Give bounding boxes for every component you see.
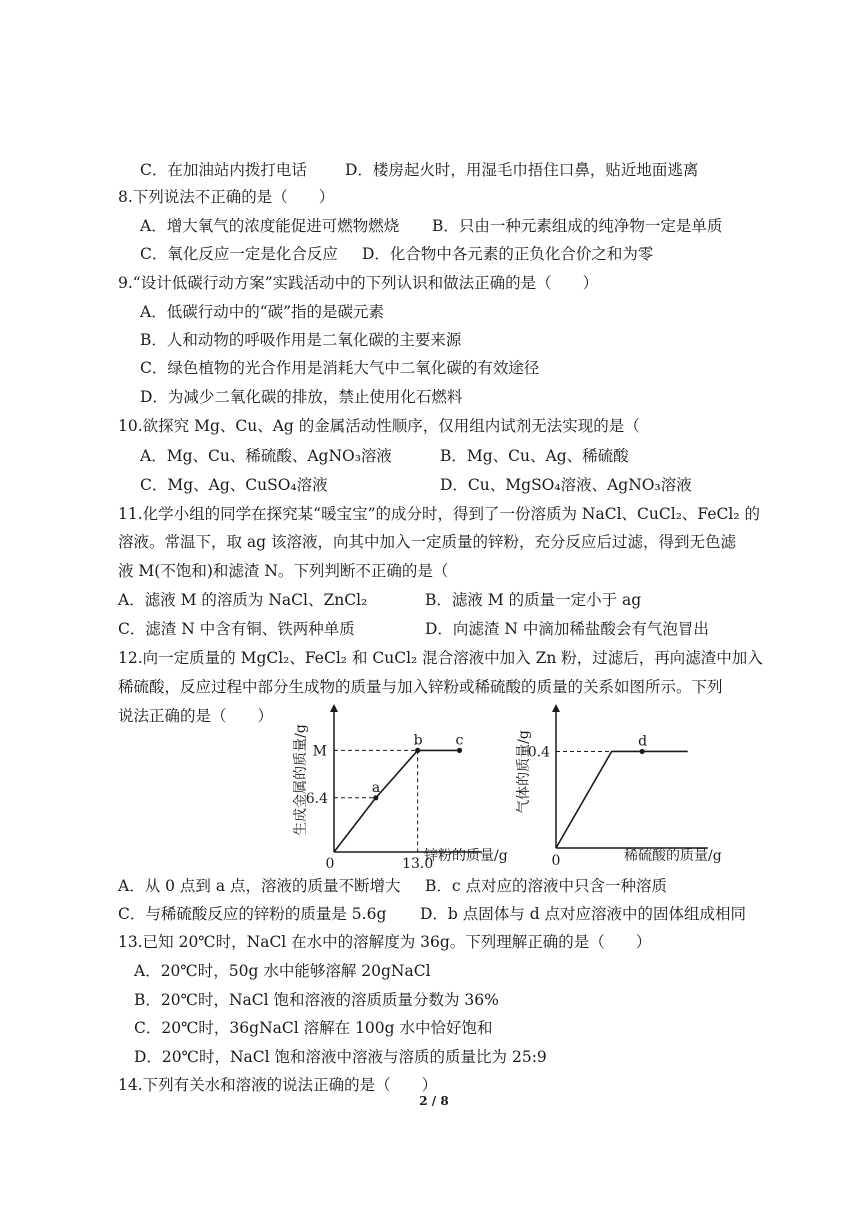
q14-stem: 14.下列有关水和溶液的说法正确的是（ ） (118, 1076, 438, 1094)
acid-chart (508, 700, 738, 870)
q11-option-c: C．滤渣 N 中含有铜、铁两种单质 (118, 620, 355, 638)
q8-stem: 8.下列说法不正确的是（ ） (118, 188, 335, 206)
q13-option-d: D．20℃时，NaCl 饱和溶液中溶液与溶质的质量比为 25:9 (134, 1048, 547, 1066)
q11-line-1: 11.化学小组的同学在探究某“暖宝宝”的成分时，得到了一份溶质为 NaCl、CuCl₂、FeCl₂ 的 (118, 505, 760, 523)
q13-option-a: A．20℃时，50g 水中能够溶解 20gNaCl (134, 962, 431, 980)
zinc-point-a (373, 795, 378, 800)
page-number: 2 / 8 (419, 1094, 449, 1108)
q10-option-b: B．Mg、Cu、Ag、稀硫酸 (440, 447, 629, 465)
zinc-chart-origin: 0 (325, 856, 335, 870)
q11-option-b: B．滤液 M 的质量一定小于 ag (425, 591, 642, 609)
q13-option-b: B．20℃时，NaCl 饱和溶液的溶质质量分数为 36% (134, 991, 499, 1009)
q7-option-c: C．在加油站内拨打电话 (140, 161, 307, 179)
q9-option-d: D．为减少二氧化碳的排放，禁止使用化石燃料 (140, 388, 463, 406)
q11-line-3: 液 M(不饱和)和滤渣 N。下列判断不正确的是（ (118, 562, 449, 580)
zinc-ytick-m: M (312, 743, 327, 760)
q8-option-a: A．增大氧气的浓度能促进可燃物燃烧 (140, 217, 400, 235)
zinc-chart (282, 700, 522, 870)
zinc-chart-axes (330, 704, 482, 852)
q9-option-a: A．低碳行动中的“碳”指的是碳元素 (140, 303, 385, 321)
acid-point-d (640, 749, 645, 754)
zinc-chart-ylabel: 生成金属的质量/g (293, 724, 309, 836)
q9-option-b: B．人和动物的呼吸作用是二氧化碳的主要来源 (140, 331, 462, 349)
q13-option-c: C．20℃时，36gNaCl 溶解在 100g 水中恰好饱和 (134, 1019, 493, 1037)
q12-option-b: B．c 点对应的溶液中只含一种溶质 (425, 877, 667, 895)
q7-option-d: D．楼房起火时，用湿毛巾捂住口鼻，贴近地面逃离 (345, 161, 699, 179)
acid-series-line (556, 751, 688, 848)
zinc-ytick-6-4: 6.4 (305, 790, 328, 807)
q9-stem: 9.“设计低碳行动方案”实践活动中的下列认识和做法正确的是（ ） (118, 274, 599, 292)
q11-line-2: 溶液。常温下，取 ag 该溶液，向其中加入一定质量的锌粉，充分反应后过滤，得到无色滤 (118, 533, 737, 551)
q8-option-d: D．化合物中各元素的正负化合价之和为零 (362, 245, 654, 263)
q12-line-1: 12.向一定质量的 MgCl₂、FeCl₂ 和 CuCl₂ 混合溶液中加入 Zn 粉，过滤后，再向滤渣中加入 (118, 649, 763, 667)
q8-option-b: B．只由一种元素组成的纯净物一定是单质 (432, 217, 723, 235)
zinc-point-c (457, 748, 462, 753)
q12-option-c: C．与稀硫酸反应的锌粉的质量是 5.6g (118, 905, 387, 923)
zinc-xtick-13: 13.0 (402, 856, 434, 870)
zinc-point-b (415, 748, 420, 753)
acid-chart-xlabel: 稀硫酸的质量/g (624, 848, 722, 864)
q13-stem: 13.已知 20℃时，NaCl 在水中的溶解度为 36g。下列理解正确的是（ ） (118, 933, 652, 951)
zinc-point-label-a: a (371, 779, 381, 796)
acid-ytick-0-4: 0.4 (527, 744, 550, 761)
acid-chart-axes (552, 704, 708, 848)
q12-line-3: 说法正确的是（ ） (118, 707, 274, 725)
q8-option-c: C．氧化反应一定是化合反应 (140, 245, 338, 263)
acid-point-label-d: d (638, 733, 648, 750)
q10-option-d: D．Cu、MgSO₄溶液、AgNO₃溶液 (440, 476, 692, 494)
zinc-point-label-b: b (413, 732, 423, 749)
q12-line-2: 稀硫酸，反应过程中部分生成物的质量与加入锌粉或稀硫酸的质量的关系如图所示。下列 (118, 678, 723, 696)
zinc-series-line (334, 750, 460, 852)
q10-stem: 10.欲探究 Mg、Cu、Ag 的金属活动性顺序，仅用组内试剂无法实现的是（ (118, 417, 640, 435)
acid-chart-ylabel: 气体的质量/g (516, 730, 532, 814)
zinc-point-label-c: c (455, 732, 464, 749)
q11-option-d: D．向滤渣 N 中滴加稀盐酸会有气泡冒出 (425, 620, 709, 638)
q9-option-c: C．绿色植物的光合作用是消耗大气中二氧化碳的有效途径 (140, 359, 540, 377)
q10-option-a: A．Mg、Cu、稀硫酸、AgNO₃溶液 (140, 447, 392, 465)
acid-chart-origin: 0 (551, 853, 561, 869)
q10-option-c: C．Mg、Ag、CuSO₄溶液 (140, 476, 328, 494)
q12-option-a: A．从 0 点到 a 点，溶液的质量不断增大 (118, 877, 401, 895)
q11-option-a: A．滤液 M 的溶质为 NaCl、ZnCl₂ (118, 591, 368, 609)
zinc-chart-xlabel: 锌粉的质量/g (424, 848, 508, 864)
q12-option-d: D．b 点固体与 d 点对应溶液中的固体组成相同 (420, 905, 747, 923)
